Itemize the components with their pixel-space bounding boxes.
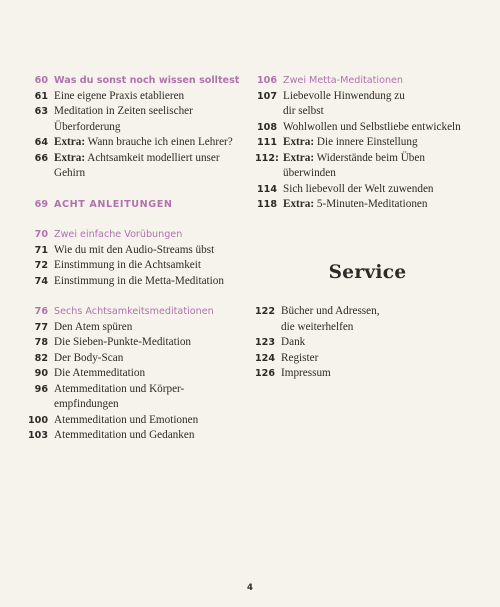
- page-ref: 76: [34, 306, 48, 317]
- page-ref: 82: [34, 352, 48, 364]
- page-ref: 90: [34, 368, 48, 379]
- page-ref: 64: [34, 137, 48, 148]
- toc-entry[interactable]: [28, 366, 243, 382]
- page-ref: 103: [28, 430, 49, 441]
- entry-title: [54, 151, 243, 182]
- section-gap: [28, 289, 243, 304]
- entry-title: Die Sieben-Punkte-Meditation: [54, 336, 192, 348]
- entry-title: Register: [281, 351, 319, 364]
- entry-title: ACHT ANLEITUNGEN: [54, 198, 173, 210]
- entry-title: Liebevolle Hinwendung zu dir selbst: [283, 89, 405, 117]
- page-ref: 69: [34, 198, 48, 210]
- page-ref: 126: [255, 368, 276, 379]
- entry-text: Die innere Einstellung: [314, 136, 418, 148]
- toc-entry[interactable]: [28, 258, 243, 274]
- page-ref: 63: [34, 106, 48, 117]
- toc-entry[interactable]: [28, 89, 243, 105]
- toc-section-heading[interactable]: [28, 304, 243, 320]
- page-ref: 111: [256, 137, 277, 148]
- entry-title: Bücher und Adressen, die weiterhelfen: [281, 305, 380, 333]
- entry-title: Einstimmung in die Metta-Meditation: [54, 274, 224, 287]
- toc-entry[interactable]: [255, 182, 480, 198]
- toc-section-heading[interactable]: [28, 73, 243, 89]
- section-gap: [28, 212, 243, 227]
- toc-entry[interactable]: [28, 413, 243, 429]
- toc-entry[interactable]: [28, 135, 243, 151]
- toc-entry[interactable]: [255, 351, 480, 367]
- toc-entry[interactable]: [255, 335, 480, 351]
- entry-title: [54, 135, 243, 151]
- page-ref: 124: [255, 352, 276, 364]
- entry-title: Wohlwollen und Selbstliebe entwickeln: [283, 120, 461, 133]
- entry-title: Sechs Achtsamkeitsmeditationen: [54, 306, 214, 317]
- page-ref: 96: [34, 383, 48, 395]
- entry-title: Den Atem spüren: [54, 320, 133, 333]
- extra-label: Extra:: [283, 151, 315, 164]
- entry-title: [283, 151, 480, 182]
- toc-entry[interactable]: [255, 366, 480, 382]
- toc-entry[interactable]: [28, 243, 243, 259]
- entry-title: Einstimmung in die Achtsamkeit: [54, 259, 201, 271]
- toc-section-heading[interactable]: [28, 197, 243, 213]
- toc-right-column: [255, 73, 480, 213]
- entry-title: [283, 197, 480, 213]
- entry-title: Atemmeditation und Emotionen: [54, 413, 199, 426]
- page-ref: 74: [34, 275, 48, 287]
- toc-entry[interactable]: [28, 335, 243, 351]
- page-ref: 72: [34, 260, 48, 271]
- extra-label: Extra:: [283, 198, 315, 210]
- toc-entry[interactable]: [28, 351, 243, 367]
- entry-title: Die Atemmeditation: [54, 367, 146, 379]
- entry-title: Impressum: [281, 367, 331, 379]
- page-ref: 118: [256, 199, 277, 210]
- entry-text: Achtsamkeit modelliert unser Gehirn: [54, 151, 220, 179]
- page-ref: 112:: [255, 152, 279, 164]
- extra-label: Extra:: [54, 151, 86, 164]
- page-ref: 66: [34, 152, 48, 164]
- entry-title: Sich liebevoll der Welt zuwenden: [283, 182, 434, 195]
- toc-left-column: [28, 73, 243, 444]
- page-ref: 78: [34, 337, 48, 348]
- entry-text: Widerstände beim Üben überwinden: [283, 151, 425, 179]
- entry-title: Atemmeditation und Körper- empfindungen: [54, 382, 185, 410]
- entry-title: Der Body-Scan: [54, 351, 124, 364]
- toc-entry[interactable]: [28, 428, 243, 444]
- entry-title: Was du sonst noch wissen solltest: [54, 75, 240, 86]
- toc-entry[interactable]: [255, 135, 480, 151]
- page-ref: 107: [256, 90, 277, 102]
- service-heading: Service: [328, 262, 407, 283]
- entry-title: Zwei einfache Vorübungen: [54, 229, 183, 240]
- toc-entry[interactable]: [255, 197, 480, 213]
- toc-entry[interactable]: [255, 120, 480, 136]
- toc-section-heading[interactable]: [28, 227, 243, 243]
- toc-entry[interactable]: [255, 89, 480, 120]
- page-ref: 114: [256, 183, 277, 195]
- extra-label: Extra:: [283, 136, 315, 148]
- service-list: [255, 304, 480, 382]
- toc-entry[interactable]: [28, 151, 243, 182]
- page-number: 4: [247, 583, 253, 593]
- page-ref: 123: [255, 337, 276, 348]
- entry-title: Meditation in Zeiten seelischer Überforderung: [54, 105, 193, 133]
- entry-text: 5-Minuten-Meditationen: [314, 198, 428, 210]
- entry-text: Wann brauche ich einen Lehrer?: [85, 136, 233, 148]
- page-ref: 122: [255, 306, 276, 317]
- entry-title: Eine eigene Praxis etablieren: [54, 89, 185, 102]
- entry-title: Dank: [281, 336, 306, 348]
- page-ref: 61: [34, 90, 48, 102]
- page-ref: 108: [256, 121, 277, 133]
- entry-title: Atemmeditation und Gedanken: [54, 429, 195, 441]
- toc-entry[interactable]: [28, 104, 243, 135]
- page-ref: 77: [34, 321, 48, 333]
- page-ref: 106: [256, 75, 277, 86]
- entry-title: Wie du mit den Audio-Streams übst: [54, 243, 215, 256]
- page-ref: 100: [28, 414, 49, 426]
- extra-label: Extra:: [54, 136, 86, 148]
- toc-entry[interactable]: [28, 274, 243, 290]
- toc-entry[interactable]: [255, 304, 480, 335]
- entry-title: Zwei Metta-Meditationen: [283, 75, 404, 86]
- page-ref: 70: [34, 229, 48, 240]
- toc-entry[interactable]: [28, 382, 243, 413]
- toc-entry[interactable]: [255, 151, 480, 182]
- page-ref: 60: [34, 75, 48, 86]
- toc-section-heading[interactable]: [255, 73, 480, 89]
- section-gap: [28, 182, 243, 197]
- entry-title: [283, 135, 480, 151]
- page-ref: 71: [34, 244, 48, 256]
- toc-entry[interactable]: [28, 320, 243, 336]
